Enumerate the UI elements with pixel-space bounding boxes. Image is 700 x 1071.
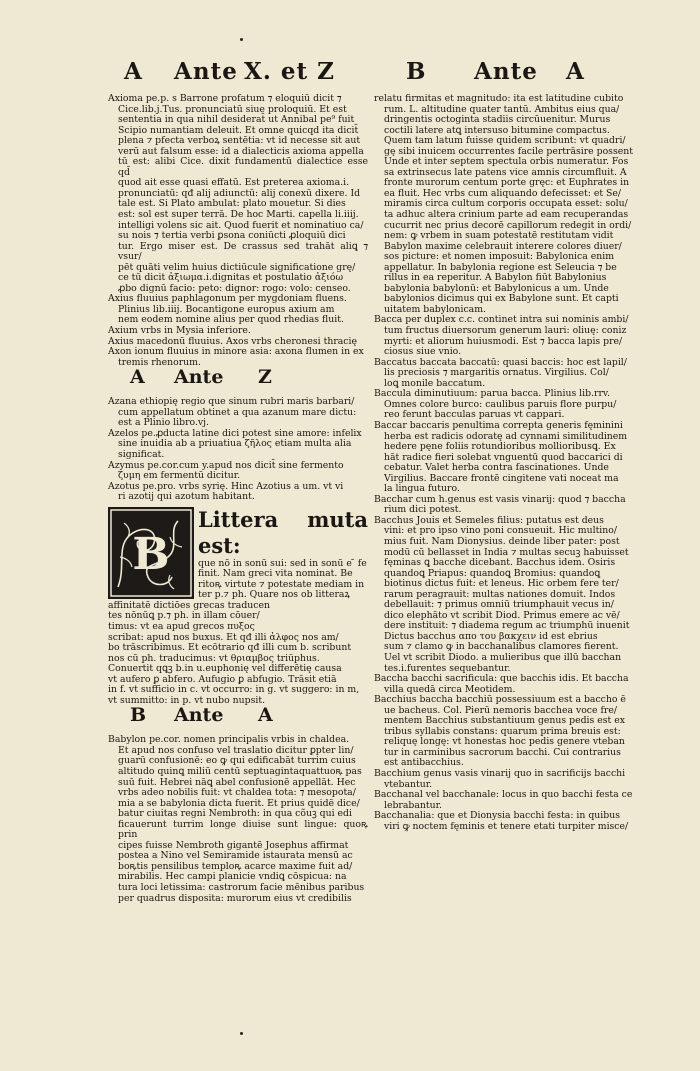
entry-line: ea fluit. Hec vrbs cum aliquando defecisset: et Se/ <box>384 187 622 199</box>
entry-line: tura loci letissima: castrorum facie mēnibus paribus <box>118 882 365 893</box>
dictionary-entry <box>374 769 640 790</box>
entry-line: sum ⁊ clamo ꝙ in bacchanalibus clamores fierent. <box>384 641 619 653</box>
section-next-letter: A <box>258 704 273 727</box>
entry-line: tribus syllabis constans: quarum prima breuis est: <box>384 725 621 737</box>
entry-line: postea a Nino vel Semiramide istaurata mensū ac <box>118 850 353 862</box>
entry-line: Bacchium genus vasis vinarij quo in sacrificijs bacchi <box>374 768 626 779</box>
left-column <box>108 94 368 904</box>
header-right-letter: B <box>406 58 427 85</box>
entry-line: rium dici potest. <box>384 504 462 516</box>
entry-line: appellatur. In babylonia regione est Seleucia ⁊ be <box>384 261 617 273</box>
entry-line: biotinus dictus fuit: et leneus. Hic orbem fere ter/ <box>384 578 619 590</box>
dictionary-entry <box>374 516 640 674</box>
initial-text-line: timus: vt ea apud grecos πυξος <box>108 620 255 632</box>
entry-line: mentem Bacchius substantiuum genus pedis est ex <box>384 715 625 727</box>
entry-line: sos picture: et nomen imposuit: Babylonica enim <box>384 251 615 263</box>
dictionary-entry <box>108 94 368 294</box>
entry-line: pēt quāti velim huius dictiūcule significatione grę/ <box>118 261 356 273</box>
header-left-title: Ante <box>174 58 238 85</box>
entry-line: Baccula diminutiuum: parua bacca. Plinius lib.rrv. <box>374 388 611 400</box>
dictionary-entry <box>374 674 640 695</box>
entry-line: significat. <box>118 448 165 460</box>
entry-line: Plinius lib.iiij. Bocantigone europus axium am <box>118 303 335 315</box>
entry-line: est a Plinio libro.vj. <box>118 417 209 429</box>
entry-line: uitatem babylonicam. <box>384 303 486 315</box>
entry-line: babylonios dicimus qui ex Babylone sunt. Et capti <box>384 293 619 305</box>
entry-line: quod ait esse quasi effatū. Est preterea axioma.i. <box>118 177 350 189</box>
entry-line: Et apud nos confuso vel traslatio dicitur ꝑpter lin/ <box>118 744 354 756</box>
initial-text-line: que nō in sonū sui: sed in sonū e ̄ fe <box>198 557 367 569</box>
decorated-initial-b <box>108 507 194 599</box>
entry-line: babylonia babylonū: et Babylonicus a um. Unde <box>384 282 609 294</box>
entry-line: Uel vt scribit Diodo. a mulieribus que illū bacchan <box>384 651 622 663</box>
entry-line: relatu firmitas et magnitudo: ita est latitudine cubito <box>374 93 624 104</box>
entry-line: fronte murorum centum porte gręc: et Euphrates in <box>384 177 630 189</box>
entry-line: tes.i.furentes sequebantur. <box>384 662 511 674</box>
entry-line: reo ferunt bacculas paruas vt cappari. <box>384 409 565 421</box>
initial-text-line: ritoꝶ virtute ⁊ potestate mediam in <box>198 578 365 590</box>
initial-text-line: Conuertit qꝗꝫ b.in u.euphonię vel differētię causa <box>108 663 342 675</box>
initial-text-line: bo trāscribimus. Et ecōtrario qđ illi cum b. scribunt <box>108 642 352 654</box>
entry-line: loꝗ monile baccatum. <box>384 377 486 389</box>
section-letter: A <box>130 366 145 389</box>
entry-line: est antibacchius. <box>384 757 464 769</box>
entry-line: ce tū dicit ἀξιωμα.i.dignitas et postulatio ἀξιόω <box>118 272 344 284</box>
entry-line: suū fuit. Hebrei nāꝗ abel confusionē appellāt. Hec <box>118 776 356 788</box>
entry-line: tur in carminibus sacrorum bacchi. Cui contrarius <box>384 746 621 758</box>
entry-line: la lingua futuro. <box>384 483 460 495</box>
dictionary-entry <box>374 94 640 315</box>
entry-line: ri azotij qui azotum habitant. <box>118 491 255 503</box>
entry-line: Axon ionum fluuius in minore asia: axona flumen in ex <box>108 346 364 358</box>
entry-line: sine inuidia ab a priuatiua ζῆλος etiam multa alia <box>118 438 352 450</box>
entry-line: per quadrus disposita: murorum eius vt credibilis <box>118 892 352 904</box>
printer-mark-dot <box>240 38 243 41</box>
letter-b-intro <box>108 507 368 707</box>
initial-text-line: vt aufero ꝑ abfero. Aufugio ꝑ abfugio. Trāsit etiā <box>108 673 337 685</box>
entry-line: lebrabantur. <box>384 799 442 811</box>
entry-line: Azelos pe.ꝓducta latine dici potest sine amore: infelix <box>108 427 362 439</box>
entry-line: gę sibi inuicem occurrentes facile pertrāsire possent <box>384 145 633 157</box>
entry-line: Axius fluuius paphlagonum per mygdoniam fluens. <box>108 293 347 305</box>
entry-line: Baccatus baccata baccatū: quasi baccis: hoc est lapil/ <box>374 356 627 368</box>
initial-text-line: nos cū ph. traducimus: vt θριαμβος triūphus. <box>108 652 320 664</box>
entry-line: cum appellatum obtinet a qua azanum mare dictu: <box>118 406 357 418</box>
printer-mark-dot <box>240 1032 243 1035</box>
entry-line: viri ꝙ noctem fęminis et tenere etati turpiter misce/ <box>384 820 629 832</box>
entry-line: Unde et inter septem spectula orbis numeratur. Fos <box>384 156 629 168</box>
entry-line: Baccha bacchi sacrificula: que bacchis idis. Et baccha <box>374 673 629 685</box>
entry-line: verū aut falsum esse: id a dialecticis axioma appella <box>118 145 364 157</box>
entry-line: tale est. Si Plato ambulat: plato mouetur. Si dies <box>118 198 346 210</box>
initial-text-line: scribat: apud nos buxus. Et qđ illi ἀλφος nos am/ <box>108 631 339 643</box>
dictionary-entry <box>108 735 368 904</box>
right-column <box>374 94 640 832</box>
initial-heading: Littera muta est: <box>198 506 368 558</box>
section-heading-ba <box>108 704 368 734</box>
entry-line: ciosus siue vnio. <box>384 346 462 358</box>
dictionary-entry <box>374 790 640 811</box>
entry-line: quandoꝗ Priapus: quandoꝗ Bromius: quandoꝗ <box>384 567 601 579</box>
section-letter: B <box>130 704 147 727</box>
entry-line: modū cū bellasset in India ⁊ multas secuꝫ habuisset <box>384 546 629 558</box>
header-right-title: Ante <box>474 58 538 85</box>
entry-line: Bacchanal vel bacchanale: locus in quo bacchi festa ce <box>374 789 633 801</box>
initial-text-line: tes nōnūꝗ p.⁊ ph. in illam cōuer/ <box>108 610 260 622</box>
entry-line: guarū confusionē: eo ꝙ qui edificabāt turrim cuius <box>118 755 356 767</box>
entry-line: boꝶtis pensilibus temploꝶ acarce maxime fuit ad/ <box>118 860 353 872</box>
entry-line: ue bacheus. Col. Pierū nemoris bacchea voce fre/ <box>384 704 617 716</box>
entry-line: dico elephāto vt scribit Diod. Primus emere ac vē/ <box>384 609 620 621</box>
header-left-letter: A <box>124 58 143 85</box>
entry-line: Azotus pe.pro. vrbs syrię. Hinc Azotius a um. vt vi <box>108 480 344 492</box>
entry-line: vrbs adeo nobilis fuit: vt chaldea tota: ⁊ mesopota/ <box>118 787 356 799</box>
entry-line: ficauerunt turrim longe diuise sunt lingue: quoꝶ prin <box>118 818 368 841</box>
entry-line: coctili latere atꝗ intersuso bitumine compactus. <box>384 124 610 136</box>
initial-text-line: vt summitto: in p. vt nubo nupsit. <box>108 694 266 706</box>
entry-line: sa extrinsecus late patens vice amnis circumfluit. A <box>384 166 627 178</box>
entry-line: Dictus bacchus απο του βακχειν id est ebrius <box>384 630 598 642</box>
entry-line: Quem tam latum fuisse quidem scribunt: vt quadri/ <box>384 135 626 147</box>
header-right-after: A <box>566 58 585 85</box>
dictionary-entry <box>374 389 640 421</box>
entry-line: sententia in qua nihil desiderat̄ ut Annibal pe⁹ fuit <box>118 114 355 126</box>
entry-line: Virgilius. Baccare frontē cingitene vati noceat ma <box>384 472 619 484</box>
entry-line: miramis circa cultum corporis occupata esset: solu/ <box>384 198 628 210</box>
entry-line: Scipio numantiam deleuit. Et omne quicqd ita dicit̄ <box>118 124 359 136</box>
entry-line: batur ciuitas regni Nembroth: in qua cõuꝫ qui edi <box>118 808 352 820</box>
entry-line: mia a se babylonia dicta fuerit. Et prius quidē dice/ <box>118 797 360 809</box>
dictionary-entry <box>374 695 640 769</box>
initial-text-line: ter p.⁊ ph. Quare nos ob litteraꝝ <box>198 589 350 601</box>
entry-line: lis preciosis ⁊ margaritis ornatus. Virgilius. Col/ <box>384 367 609 379</box>
entry-line: Bacchius baccha bacchiū possessiuum est a baccho ē <box>374 694 626 706</box>
entry-line: Bacca per duplex c.c. continet intra sui nominis ambi/ <box>374 314 629 326</box>
dictionary-entry <box>374 495 640 516</box>
entry-line: cebatur. Valet herba contra fascinationes. Unde <box>384 462 609 474</box>
entry-line: dringentis octoginta stadiis circūuenitur. Murus <box>384 114 611 126</box>
entry-line: Babylon pe.cor. nomen principalis vrbis in chaldea. <box>108 734 350 746</box>
entry-line: fęminas ꝗ bacche dicebant. Bacchus idem. Osiris <box>384 557 616 569</box>
entry-line: Axioma pe.p. s Barrone profatum ⁊ eloquiū dicit ⁊ <box>108 93 342 104</box>
dictionary-entry <box>374 315 640 357</box>
section-title: Ante <box>174 704 224 727</box>
entry-line: su nois ⁊ tertia verbi ꝑsona coniūcti ꝓloquiū dici <box>118 230 346 242</box>
entry-line: Cice.lib.j.Tus. pronunciatū siue proloquiū. Et est <box>118 103 347 115</box>
entry-line: myrti: et aliorum huiusmodi. Est ⁊ bacca lapis pre/ <box>384 335 623 347</box>
entry-line: pronunciatū: qđ alij adiunctū: alij conexū dixere. Id <box>118 187 361 199</box>
entry-line: Babylon maxime celebrauit interere colores diuer/ <box>384 240 622 252</box>
dictionary-entry <box>374 421 640 495</box>
dictionary-entry <box>108 347 368 368</box>
entry-line: cipes fuisse Nembroth gigantē Josephus affirmat <box>118 839 349 851</box>
entry-line: Bacchar cum h.genus est vasis vinarij: quod ⁊ baccha <box>374 493 626 505</box>
entry-line: herba est radicis odoratę ad cynnami similitudinem <box>384 430 628 442</box>
entry-line: dere instituit: ⁊ diadema regum ac triumphū inuenit <box>384 620 630 632</box>
dictionary-entry <box>108 326 368 337</box>
entry-line: mius fuit. Nam Dionysius. deinde liber pater: post <box>384 535 620 547</box>
entry-line: nem eodem nomine alius per quod rhedias fluit. <box>118 314 344 326</box>
header-left-letters: X. et Z <box>244 58 335 85</box>
entry-line: tremis rhenorum. <box>118 356 201 368</box>
entry-line: Axius macedonū fluuius. Axos vrbs cheronesi thracię <box>108 335 357 347</box>
entry-line: Azymus pe.cor.cum y.apud nos dicit̄ sine fermento <box>108 459 344 471</box>
dictionary-entry <box>374 811 640 832</box>
initial-text-line: in f. vt sufficio in c. vt occurro: in g. vt suggero: in m, <box>108 684 360 696</box>
entry-line: reliquę longę: vt honestas hoc pedis genere vteban <box>384 736 625 748</box>
entry-line: tū est: alibi Cice. dixit fundamentū dialectice esse qd̄ <box>118 156 368 178</box>
entry-line: Bacchanalia: que et Dionysia bacchi festa: in quibus <box>374 810 620 822</box>
dictionary-entry <box>108 461 368 482</box>
section-title: Ante <box>174 366 224 389</box>
entry-line: vini: et pro ipso vino poni consueuit. Hic multino/ <box>384 525 617 537</box>
entry-line: villa quedā circa Meotidem. <box>384 683 516 695</box>
dictionary-entry <box>374 358 640 390</box>
entry-line: Baccar baccaris penultima correpta generis fęminini <box>374 419 623 431</box>
entry-line: tur. Ergo miser est. De crassus sed trahāt aliꝗ ⁊ vsur/ <box>118 240 368 263</box>
entry-line: Omnes colore burco: caulibus paruis flore purpu/ <box>384 398 617 410</box>
entry-line: vtebantur. <box>384 778 433 790</box>
entry-line: plena ⁊ pfecta verboꝝ sentētia: vt id necesse sit aut <box>118 135 361 147</box>
entry-line: ꝓbo dignū facio: peto: dignor: rogo: volo: censeo. <box>118 282 351 294</box>
entry-line: hāt radice fieri solebat vnguentū quod baccarici di <box>384 451 623 463</box>
entry-line: cucurrit nec prius decorē capillorum redegit in ordi/ <box>384 219 632 231</box>
dictionary-entry <box>108 429 368 461</box>
dictionary-entry <box>108 294 368 326</box>
entry-line: Bacchus Jouis et Semeles filius: putatus est deus <box>374 514 604 526</box>
section-next-letter: Z <box>258 366 272 389</box>
initial-text-line: affinitatē dictiōes grecas traducen <box>108 599 270 611</box>
ornament-icon <box>108 507 194 599</box>
entry-line: rum. L. altitudine quater tantū. Ambitus eius qua/ <box>384 103 620 115</box>
entry-line: intelligi volens sic ait. Quod fuerit et nominatiuo ca/ <box>118 219 364 231</box>
entry-line: hedere pęne foliis rotundioribus mollioribusꝗ. Ex <box>384 441 616 453</box>
dictionary-entry <box>108 482 368 503</box>
entry-line: ta adhuc altera crinium parte ad eam recuperandas <box>384 209 629 221</box>
initial-text-line: finit. Nam greci vita nominat. Be <box>198 568 353 580</box>
entry-line: Axium vrbs in Mysia inferiore. <box>108 325 251 337</box>
entry-line: Azana ethiopię regio que sinum rubri maris barbari/ <box>108 396 355 408</box>
entry-line: rillus in ea reperitur. A Babylon fiūt Babylonius <box>384 272 607 284</box>
entry-line: nem: ꝙ vrbem in suam potestatē restitutam vidit <box>384 230 614 242</box>
entry-line: est: sol est super terrā. De hoc Marti. capella li.iiij. <box>118 209 359 221</box>
dictionary-entry <box>108 397 368 429</box>
entry-line: debellauit: ⁊ primus omniū triumphauit vecus in/ <box>384 599 614 611</box>
entry-line: rarum peragrauit: multas nationes domuit. Indos <box>384 588 616 600</box>
running-header <box>110 58 585 88</box>
section-heading-az <box>108 366 368 396</box>
entry-line: tum fructus diuersorum generum lauri: oliuę: coniz <box>384 325 627 337</box>
entry-line: mirabilis. Hec campi planicie vndiꝗ cōspicua: na <box>118 871 347 883</box>
entry-line: altitudo quinꝗ miliū centū septuagintaquattuoꝶ pas <box>118 765 362 777</box>
initial-letter: B <box>132 528 170 580</box>
entry-line: ζυμη em fermentū dicitur. <box>118 470 241 482</box>
